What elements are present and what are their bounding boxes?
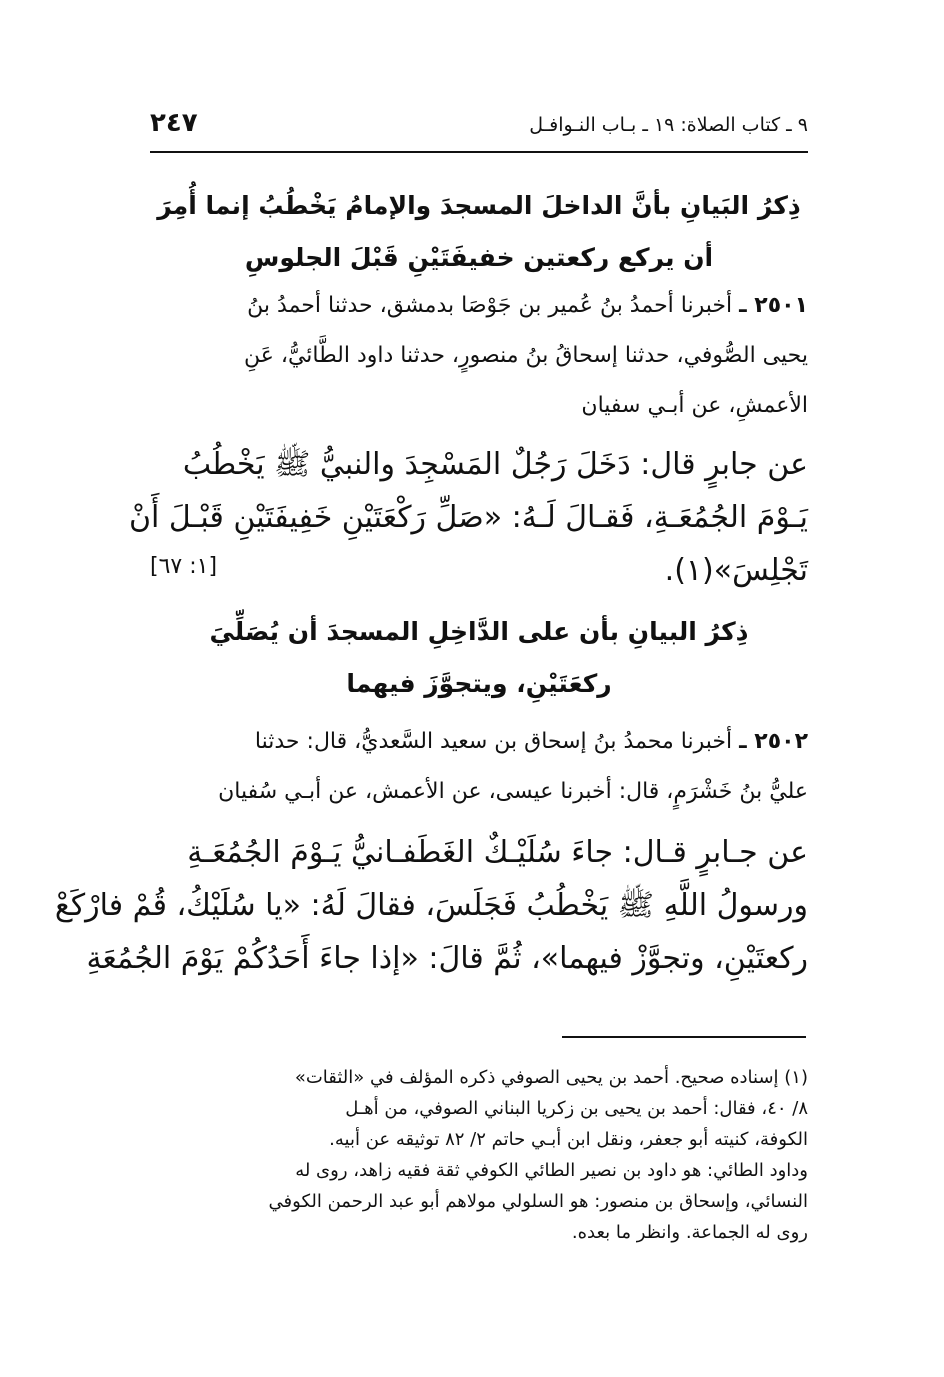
hadith-number: ٢٥٠١ ـ	[739, 293, 808, 318]
footnote-line: وداود الطائي: هو داود بن نصير الطائي الكوفي ثقة فقيه زاهد، روى له	[295, 1160, 808, 1181]
heading-line: ذِكرُ البيانِ بأن على الدَّاخِلِ المسجدَ أن يُصَلِّيَ	[209, 617, 749, 646]
matn-line: عن جـابرٍ قـال: جاءَ سُلَيْـكٌ الغَطَفـانيُّ يَـوْمَ الجُمُعَـةِ	[187, 835, 808, 870]
footnotes	[150, 1062, 808, 1248]
sanad-line: يحيى الصُّوفي، حدثنا إسحاقُ بنُ منصورٍ، حدثنا داود الطَّائيُّ، عَنِ	[244, 343, 808, 368]
hadith-2501-matn	[129, 438, 808, 597]
heading-line: ذِكرُ البَيانِ بأنَّ الداخلَ المسجدَ والإمامُ يَخْطُبُ إنما أُمِرَ	[157, 191, 801, 220]
matn-line: تَجْلِسَ»(١).	[664, 553, 808, 588]
heading-line: ركعَتَيْنِ، ويتجوَّزَ فيهما	[346, 669, 612, 698]
matn-line: يَـوْمَ الجُمُعَـةِ، فَقـالَ لَـهُ: «صَلِّ رَكْعَتَيْنِ خَفِيفَتَيْنِ قَبْـلَ أَنْ	[129, 500, 808, 535]
sanad-line	[150, 281, 808, 331]
heading-line: أن يركع ركعتين خفيفَتَيْنِ قَبْلَ الجلوسِ	[244, 243, 714, 272]
header-divider	[150, 151, 808, 153]
section-heading-1	[150, 180, 808, 284]
page-header	[150, 108, 808, 148]
section-heading-2	[150, 606, 808, 710]
footnote-line: الكوفة، كنيته أبو جعفر، ونقل ابن أبـي حاتم ٢/ ٨٢ توثيقه عن أبيه.	[329, 1129, 808, 1150]
page-number: ٢٤٧	[150, 108, 198, 138]
sanad-line: عليُّ بنُ خَشْرَمٍ، قال: أخبرنا عيسى، عن الأعمش، عن أبـي سُفيان	[218, 779, 808, 804]
footnote-line: روى له الجماعة. وانظر ما بعده.	[571, 1222, 808, 1243]
hadith-2501-sanad	[150, 281, 808, 431]
footnote-line: النسائي، وإسحاق بن منصور: هو السلولي مولاهم أبو عبد الرحمن الكوفي	[268, 1191, 808, 1212]
hadith-2502-matn	[54, 826, 808, 985]
footnote-line: ٨/ ٤٠، فقال: أحمد بن يحيى بن زكريا البناني الصوفي، من أهـل	[345, 1098, 808, 1119]
source-reference: [١: ٦٧]	[150, 554, 218, 579]
sanad-text: أخبرنا أحمدُ بنُ عُمير بن جَوْصَا بدمشق، حدثنا أحمدُ بنُ	[247, 293, 733, 318]
matn-line: ركعتَيْنِ، وتجوَّزْ فيهما»، ثُمَّ قالَ: «إذا جاءَ أَحَدُكُمْ يَوْمَ الجُمُعَةِ	[86, 941, 808, 976]
footnote-divider	[562, 1036, 806, 1038]
hadith-2502-sanad	[150, 717, 808, 817]
footnote-line: (١) إسناده صحيح. أحمد بن يحيى الصوفي ذكره المؤلف في «الثقات»	[294, 1067, 808, 1088]
running-title: ٩ ـ كتاب الصلاة: ١٩ ـ بـاب النـوافـل	[529, 114, 808, 136]
sanad-line	[150, 717, 808, 767]
sanad-line: الأعمشِ، عن أبـي سفيان	[581, 393, 808, 418]
matn-line: ورسولُ اللَّهِ ﷺ يَخْطُبُ فَجَلَسَ، فقالَ لَهُ: «يا سُلَيْكُ، قُمْ فارْكَعْ	[54, 888, 808, 923]
sanad-text: أخبرنا محمدُ بنُ إسحاق بن سعيد السَّعديُّ، قال: حدثنا	[254, 729, 733, 754]
hadith-number: ٢٥٠٢ ـ	[739, 729, 808, 754]
matn-line: عن جابرٍ قال: دَخَلَ رَجُلٌ المَسْجِدَ والنبيُّ ﷺ يَخْطُبُ	[182, 447, 808, 482]
